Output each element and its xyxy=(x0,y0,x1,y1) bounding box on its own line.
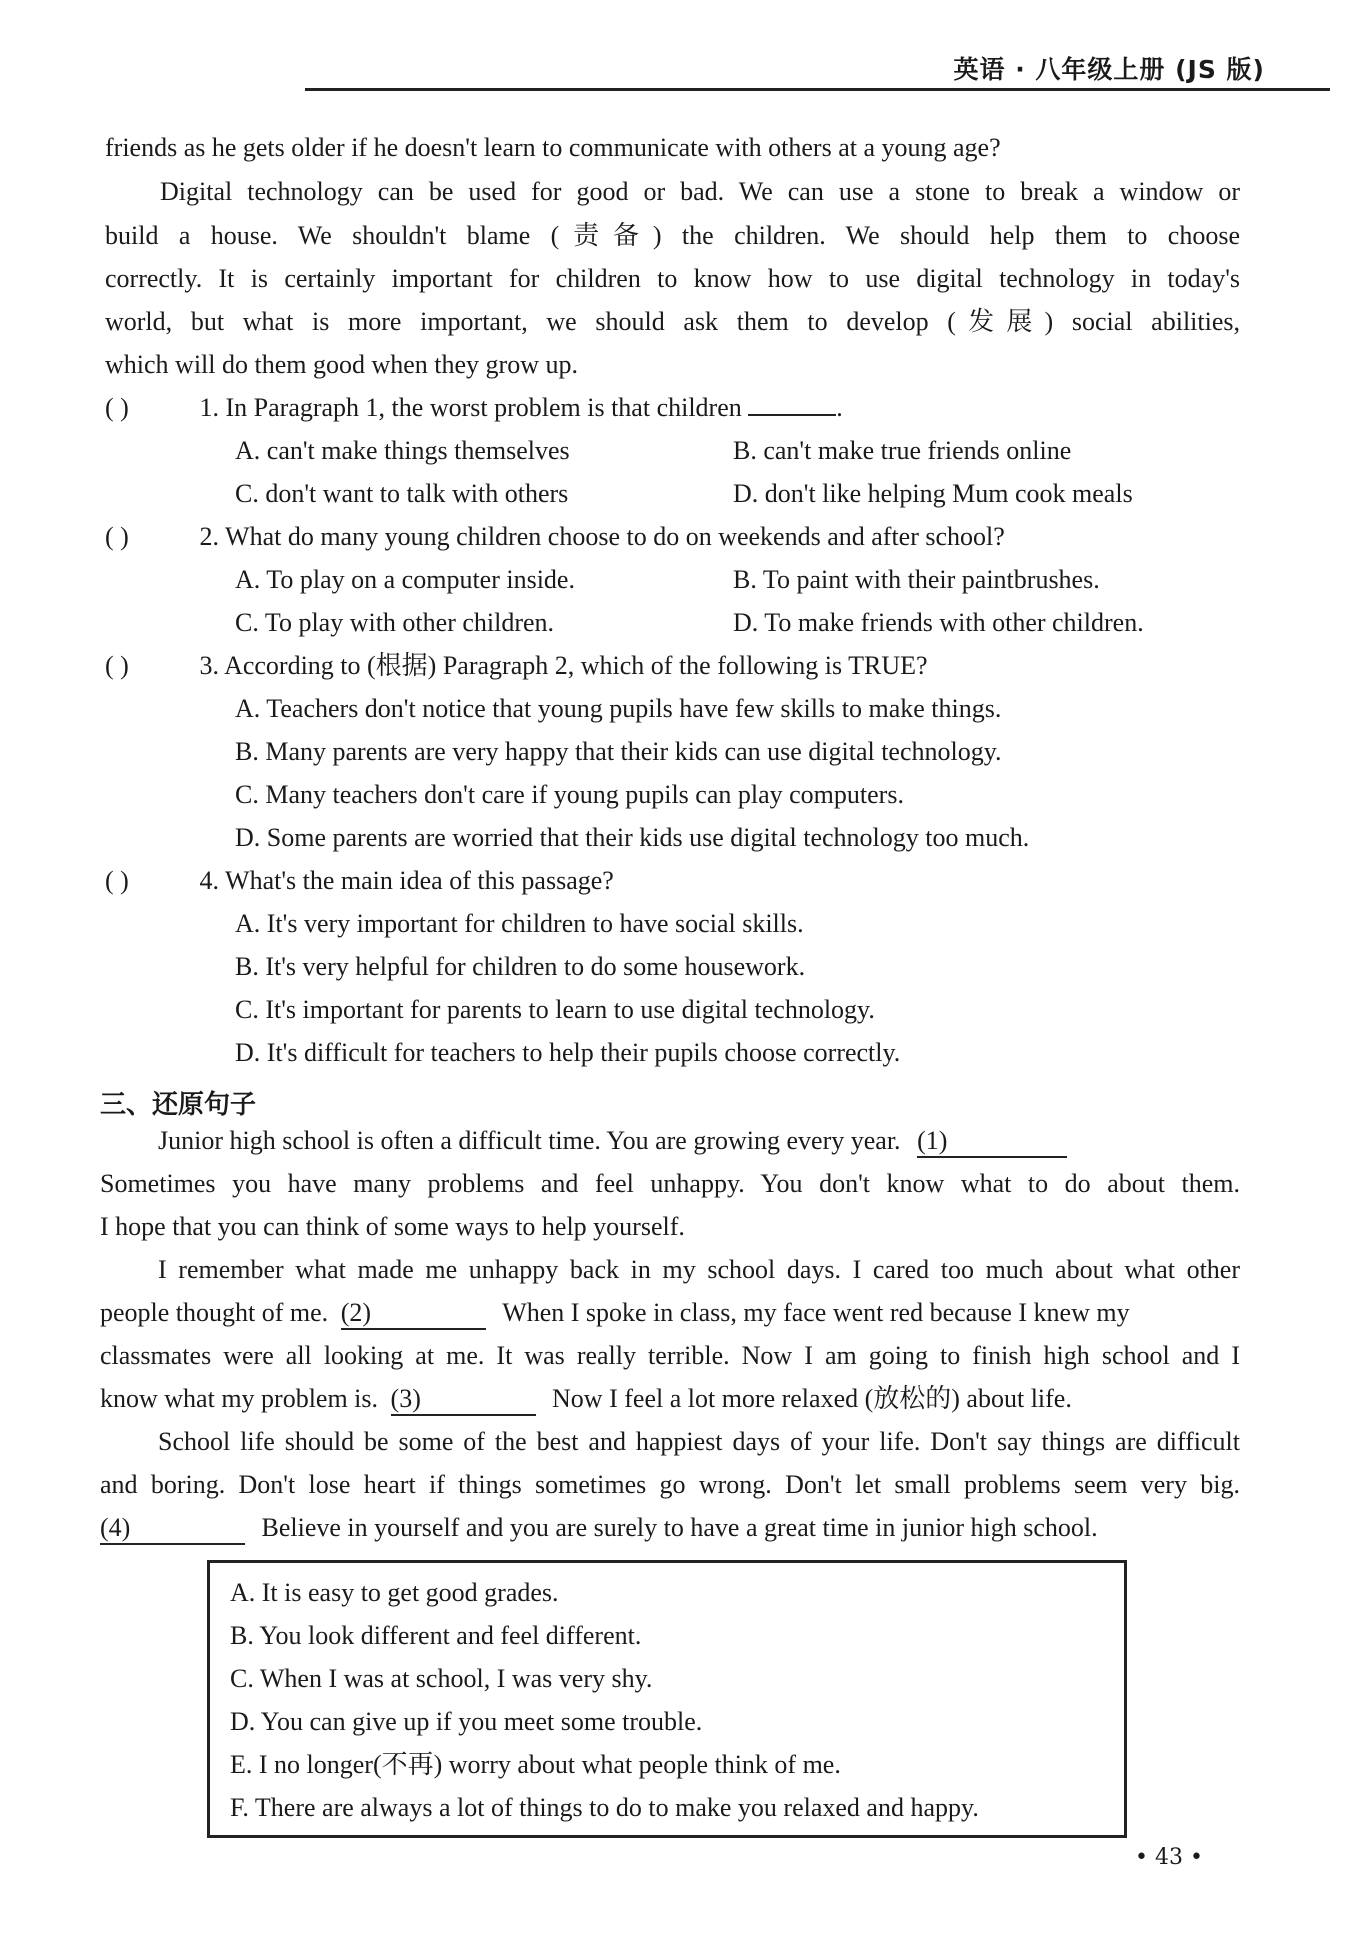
box-option: B. You look different and feel different. xyxy=(230,1621,642,1650)
question-stem-end: . xyxy=(836,393,843,422)
option: D. Some parents are worried that their kids use digital technology too much. xyxy=(235,823,1030,852)
box-option: C. When I was at school, I was very shy. xyxy=(230,1664,653,1693)
s3-line: classmates were all looking at me. It was really terrible. Now I am going to finish high school and I xyxy=(100,1341,1240,1370)
answer-blank[interactable] xyxy=(748,392,836,416)
answer-paren[interactable]: ( ) xyxy=(105,522,129,551)
s3-line: and boring. Don't lose heart if things sometimes go wrong. Don't let small problems seem very big. xyxy=(100,1470,1240,1499)
page-number: • 43 • xyxy=(1135,1845,1203,1870)
s3-line xyxy=(100,1379,1072,1419)
s3-line: School life should be some of the best and happiest days of your life. Don't say things are difficult xyxy=(158,1427,1240,1456)
passage-line: Digital technology can be used for good or bad. We can use a stone to break a window or xyxy=(160,177,1240,206)
section-heading: 三、还原句子 xyxy=(100,1090,257,1120)
s3-text: Junior high school is often a difficult time. You are growing every year. xyxy=(158,1126,901,1155)
s3-line: I hope that you can think of some ways to help yourself. xyxy=(100,1212,685,1241)
option: C. It's important for parents to learn to use digital technology. xyxy=(235,995,875,1024)
option: B. can't make true friends online xyxy=(733,436,1072,465)
s3-line xyxy=(158,1121,1067,1161)
blank-1[interactable]: (1) xyxy=(917,1126,1067,1158)
blank-4[interactable]: (4) xyxy=(100,1513,245,1545)
header-rule xyxy=(305,88,1330,91)
option: C. don't want to talk with others xyxy=(235,479,569,508)
question-stem: 1. In Paragraph 1, the worst problem is that children xyxy=(199,393,742,422)
option: A. Teachers don't notice that young pupils have few skills to make things. xyxy=(235,694,1002,723)
question-1 xyxy=(105,388,843,428)
box-option: E. I no longer(不再) worry about what people think of me. xyxy=(230,1750,841,1779)
answer-paren[interactable]: ( ) xyxy=(105,651,129,680)
option: D. It's difficult for teachers to help their pupils choose correctly. xyxy=(235,1038,901,1067)
box-option: D. You can give up if you meet some trouble. xyxy=(230,1707,703,1736)
question-stem: 4. What's the main idea of this passage? xyxy=(199,866,614,895)
question-stem: 2. What do many young children choose to do on weekends and after school? xyxy=(199,522,1005,551)
option: D. To make friends with other children. xyxy=(733,608,1144,637)
option: A. To play on a computer inside. xyxy=(235,565,575,594)
passage-line: build a house. We shouldn't blame (责备) the children. We should help them to choose xyxy=(105,221,1240,250)
question-4 xyxy=(105,861,614,901)
option: B. To paint with their paintbrushes. xyxy=(733,565,1100,594)
question-2 xyxy=(105,517,1005,557)
s3-line xyxy=(100,1293,1130,1333)
s3-text: Now I feel a lot more relaxed (放松的) about life. xyxy=(552,1384,1072,1413)
s3-line xyxy=(100,1508,1098,1548)
passage-line: correctly. It is certainly important for children to know how to use digital technology in today's xyxy=(105,264,1240,293)
option: C. To play with other children. xyxy=(235,608,555,637)
option: A. can't make things themselves xyxy=(235,436,570,465)
s3-line: I remember what made me unhappy back in my school days. I cared too much about what other xyxy=(158,1255,1240,1284)
s3-text: When I spoke in class, my face went red because I knew my xyxy=(502,1298,1130,1327)
answer-paren[interactable]: ( ) xyxy=(105,866,129,895)
box-option: F. There are always a lot of things to do to make you relaxed and happy. xyxy=(230,1793,979,1822)
s3-text: Believe in yourself and you are surely to have a great time in junior high school. xyxy=(261,1513,1098,1542)
options-box xyxy=(207,1560,1127,1838)
s3-text: people thought of me. xyxy=(100,1298,329,1327)
option: C. Many teachers don't care if young pupils can play computers. xyxy=(235,780,904,809)
s3-text: know what my problem is. xyxy=(100,1384,379,1413)
question-stem: 3. According to (根据) Paragraph 2, which of the following is TRUE? xyxy=(199,651,928,680)
option: D. don't like helping Mum cook meals xyxy=(733,479,1133,508)
blank-2[interactable]: (2) xyxy=(341,1298,486,1330)
s3-line: Sometimes you have many problems and feel unhappy. You don't know what to do about them. xyxy=(100,1169,1240,1198)
answer-paren[interactable]: ( ) xyxy=(105,393,129,422)
passage-line: which will do them good when they grow up. xyxy=(105,350,578,379)
box-option: A. It is easy to get good grades. xyxy=(230,1578,559,1607)
option: B. It's very helpful for children to do some housework. xyxy=(235,952,806,981)
header-title: 英语 · 八年级上册 (JS 版) xyxy=(953,55,1265,84)
passage-continuation: friends as he gets older if he doesn't learn to communicate with others at a young age? xyxy=(105,133,1001,162)
blank-3[interactable]: (3) xyxy=(391,1384,536,1416)
passage-line: world, but what is more important, we should ask them to develop (发展) social abilities, xyxy=(105,307,1240,336)
option: A. It's very important for children to have social skills. xyxy=(235,909,804,938)
option: B. Many parents are very happy that their kids can use digital technology. xyxy=(235,737,1002,766)
question-3 xyxy=(105,646,928,686)
